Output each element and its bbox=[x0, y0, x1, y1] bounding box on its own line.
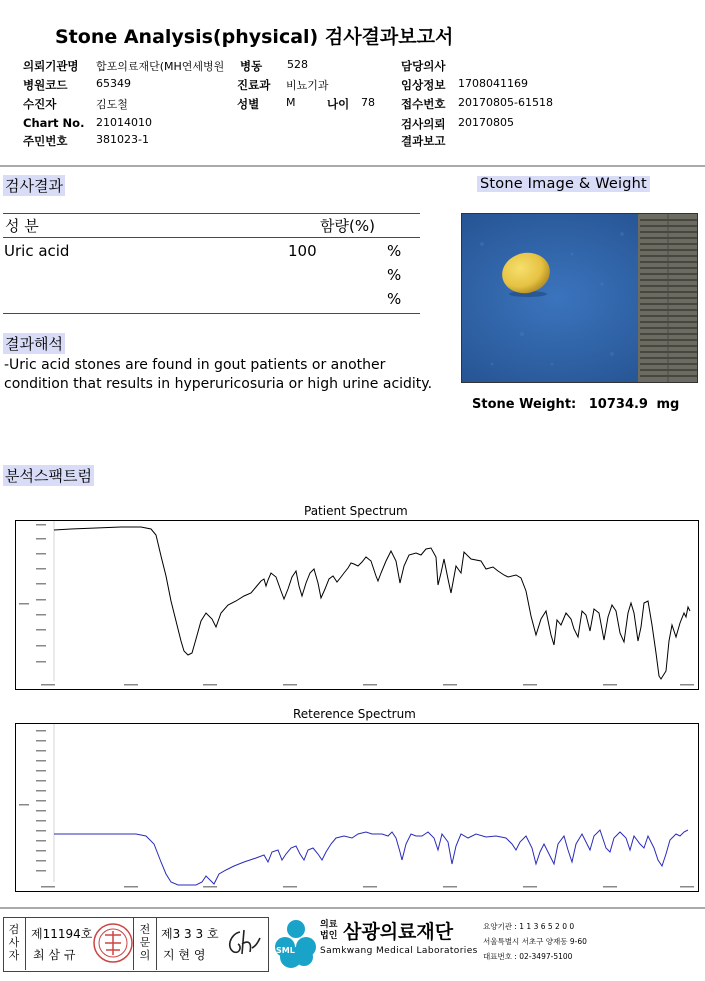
org-facility-code: 요양기관 : 1 1 3 6 5 2 0 0 bbox=[483, 922, 575, 931]
label-age: 나이 bbox=[327, 97, 350, 111]
org-phone: 대표번호 : 02-3497-5100 bbox=[483, 952, 573, 961]
examiner-seal-icon bbox=[91, 919, 135, 967]
stone-photo bbox=[461, 213, 698, 383]
stone-weight bbox=[472, 397, 679, 412]
label-department: 진료과 bbox=[237, 78, 271, 92]
sml-logo-icon bbox=[272, 917, 318, 969]
sml-logo-text: SML bbox=[276, 946, 295, 955]
patient-spectrum-chart bbox=[15, 520, 699, 690]
value-sex: M bbox=[286, 96, 296, 109]
specialist-signature-icon bbox=[222, 926, 262, 960]
examiner-label: 검 사 자 bbox=[8, 923, 20, 962]
result-unit: % bbox=[387, 266, 402, 284]
value-clinical-info: 1708041169 bbox=[458, 77, 528, 90]
examiner-name: 최 삼 규 bbox=[33, 948, 76, 962]
col-amount-header: 함량(%) bbox=[320, 217, 375, 235]
org-name: 삼광의료재단 bbox=[343, 921, 454, 943]
examiner-label-cell bbox=[3, 917, 26, 970]
reference-spectrum-title: Reterence Spectrum bbox=[293, 707, 416, 721]
label-hospital-code: 병원코드 bbox=[23, 78, 68, 92]
label-chart-no: Chart No. bbox=[23, 116, 85, 130]
label-patient: 수진자 bbox=[23, 97, 57, 111]
examiner-license-no: 제11194호 bbox=[31, 927, 93, 941]
interpretation-line-1: -Uric acid stones are found in gout patients or another bbox=[4, 357, 386, 373]
reference-spectrum-line bbox=[54, 830, 688, 885]
stone-weight-value: 10734.9 bbox=[588, 397, 648, 412]
org-english-name: Samkwang Medical Laboratories bbox=[320, 946, 478, 956]
header-divider bbox=[0, 165, 705, 167]
value-receipt-no: 20170805-61518 bbox=[458, 96, 553, 109]
org-address: 서울특별시 서초구 양재동 9-60 bbox=[483, 937, 587, 946]
label-sex: 성별 bbox=[237, 97, 260, 111]
label-test-request: 검사의뢰 bbox=[401, 117, 446, 131]
footer-divider bbox=[0, 907, 705, 909]
interpretation-line-2: condition that results in hyperuricosuria or high urine acidity. bbox=[4, 376, 433, 392]
stone-image-heading: Stone Image & Weight bbox=[477, 176, 650, 192]
result-amount-value: 100 bbox=[288, 242, 317, 260]
result-unit: % bbox=[387, 242, 402, 260]
value-resident-no: 381023-1 bbox=[96, 133, 149, 146]
value-department: 비뇨기과 bbox=[286, 79, 329, 92]
value-test-request: 20170805 bbox=[458, 116, 514, 129]
label-ward: 병동 bbox=[240, 59, 263, 73]
results-table-header-rule bbox=[3, 237, 420, 238]
specialist-license-no: 제3 3 3 호 bbox=[161, 927, 219, 941]
reference-spectrum-chart bbox=[15, 723, 699, 892]
value-chart-no: 21014010 bbox=[96, 116, 152, 129]
stone-weight-unit: mg bbox=[656, 397, 680, 412]
label-result-report: 결과보고 bbox=[401, 134, 446, 148]
label-clinical-info: 임상정보 bbox=[401, 78, 446, 92]
col-component-header: 성 분 bbox=[5, 217, 39, 235]
specialist-label-cell bbox=[133, 917, 157, 970]
stone-weight-label: Stone Weight: bbox=[472, 397, 577, 412]
interpretation-heading: 결과해석 bbox=[5, 335, 63, 353]
results-table-bottom-rule bbox=[3, 313, 420, 314]
stone-photo-drawing bbox=[462, 214, 697, 382]
results-heading: 검사결과 bbox=[5, 177, 63, 195]
value-ward: 528 bbox=[287, 58, 308, 71]
value-patient: 김도철 bbox=[96, 98, 128, 111]
specialist-label: 전 문 의 bbox=[139, 923, 151, 962]
reference-spectrum-svg bbox=[16, 724, 698, 891]
label-physician: 담당의사 bbox=[401, 59, 446, 73]
label-receipt-no: 접수번호 bbox=[401, 97, 446, 111]
result-component-name: Uric acid bbox=[4, 242, 70, 260]
specialist-name: 지 현 영 bbox=[163, 948, 206, 962]
value-hospital-code: 65349 bbox=[96, 77, 131, 90]
spectrum-heading: 분석스팩트럼 bbox=[5, 467, 92, 485]
patient-spectrum-line bbox=[54, 527, 690, 679]
patient-spectrum-svg bbox=[16, 521, 698, 689]
org-prefix: 의료 법인 bbox=[320, 920, 338, 941]
label-referring-institution: 의뢰기관명 bbox=[23, 59, 79, 73]
patient-spectrum-title: Patient Spectrum bbox=[304, 504, 408, 518]
result-unit: % bbox=[387, 290, 402, 308]
results-table-top-rule bbox=[3, 213, 420, 214]
value-age: 78 bbox=[361, 96, 375, 109]
value-referring-institution: 합포의료재단(MH연세병원 bbox=[96, 60, 225, 73]
page-title: Stone Analysis(physical) 검사결과보고서 bbox=[55, 26, 454, 48]
label-resident-no: 주민번호 bbox=[23, 134, 68, 148]
